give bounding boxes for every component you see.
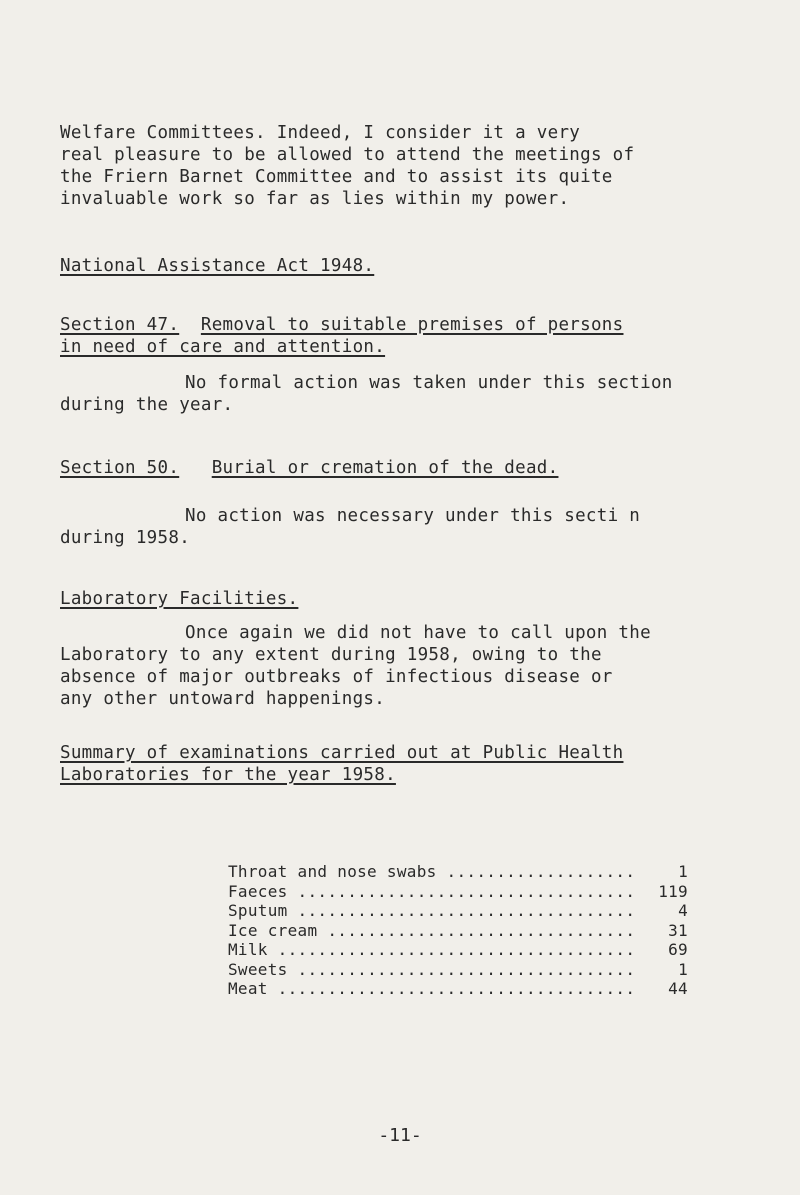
laboratory-body-text: Once again we did not have to call upon the Laboratory to any extent during 1958, owing to the absence of major outbreaks of infectious disease or any other untoward happenings.	[60, 623, 651, 709]
row-value: 119	[658, 881, 688, 901]
row-value: 4	[678, 901, 688, 920]
summary-title-line1: Summary of examinations carried out at Public Health	[60, 743, 624, 763]
row-value: 69	[668, 940, 688, 959]
table-row	[228, 901, 688, 921]
table-row	[228, 921, 688, 941]
summary-heading	[60, 742, 750, 786]
table-row	[228, 862, 688, 882]
section-47-body-text: No formal action was taken under this section during the year.	[60, 373, 673, 415]
row-value: 44	[668, 979, 688, 998]
laboratory-body	[60, 622, 740, 710]
table-row	[228, 940, 688, 960]
section-47-title-line2: in need of care and attention.	[60, 337, 386, 357]
section-50-body	[60, 505, 740, 549]
laboratory-title: Laboratory Facilities.	[60, 589, 299, 609]
national-assistance-heading	[60, 255, 750, 277]
section-50-heading	[60, 457, 750, 479]
section-47-heading	[60, 314, 750, 358]
table-row	[228, 979, 688, 999]
table-row	[228, 882, 688, 902]
row-label: Meat .....	[228, 979, 638, 999]
row-value: 31	[668, 920, 688, 940]
national-assistance-title: National Assistance Act 1948.	[60, 256, 375, 276]
section-50-title: Burial or cremation of the dead.	[211, 458, 559, 478]
section-47-title-line1: Removal to suitable premises of persons	[200, 315, 624, 335]
row-label: Ice cream .....	[228, 921, 638, 941]
laboratory-heading	[60, 588, 750, 610]
examinations-table	[228, 862, 688, 999]
row-label: Sweets .....	[228, 960, 638, 980]
row-value: 1	[678, 959, 688, 979]
table-row	[228, 960, 688, 980]
summary-title-line2: Laboratories for the year 1958.	[60, 765, 396, 785]
section-50-body-text: No action was necessary under this secti n during 1958.	[60, 506, 641, 548]
section-50-number: Section 50.	[60, 458, 180, 478]
section-47-body	[60, 372, 740, 416]
row-value: 1	[678, 862, 688, 881]
row-label: Sputum .....	[228, 901, 638, 921]
section-47-number: Section 47.	[60, 315, 180, 335]
row-label: Faeces .....	[228, 882, 638, 902]
row-label: Throat and nose swabs .....	[228, 862, 638, 882]
intro-paragraph: Welfare Committees. Indeed, I consider it a very real pleasure to be allowed to attend the meetings of the Friern Barnet Committee and to assist its quite invaluable work so far as lies within my power.	[60, 123, 635, 209]
page-number: -11-	[378, 1125, 422, 1146]
row-label: Milk .....	[228, 940, 638, 960]
